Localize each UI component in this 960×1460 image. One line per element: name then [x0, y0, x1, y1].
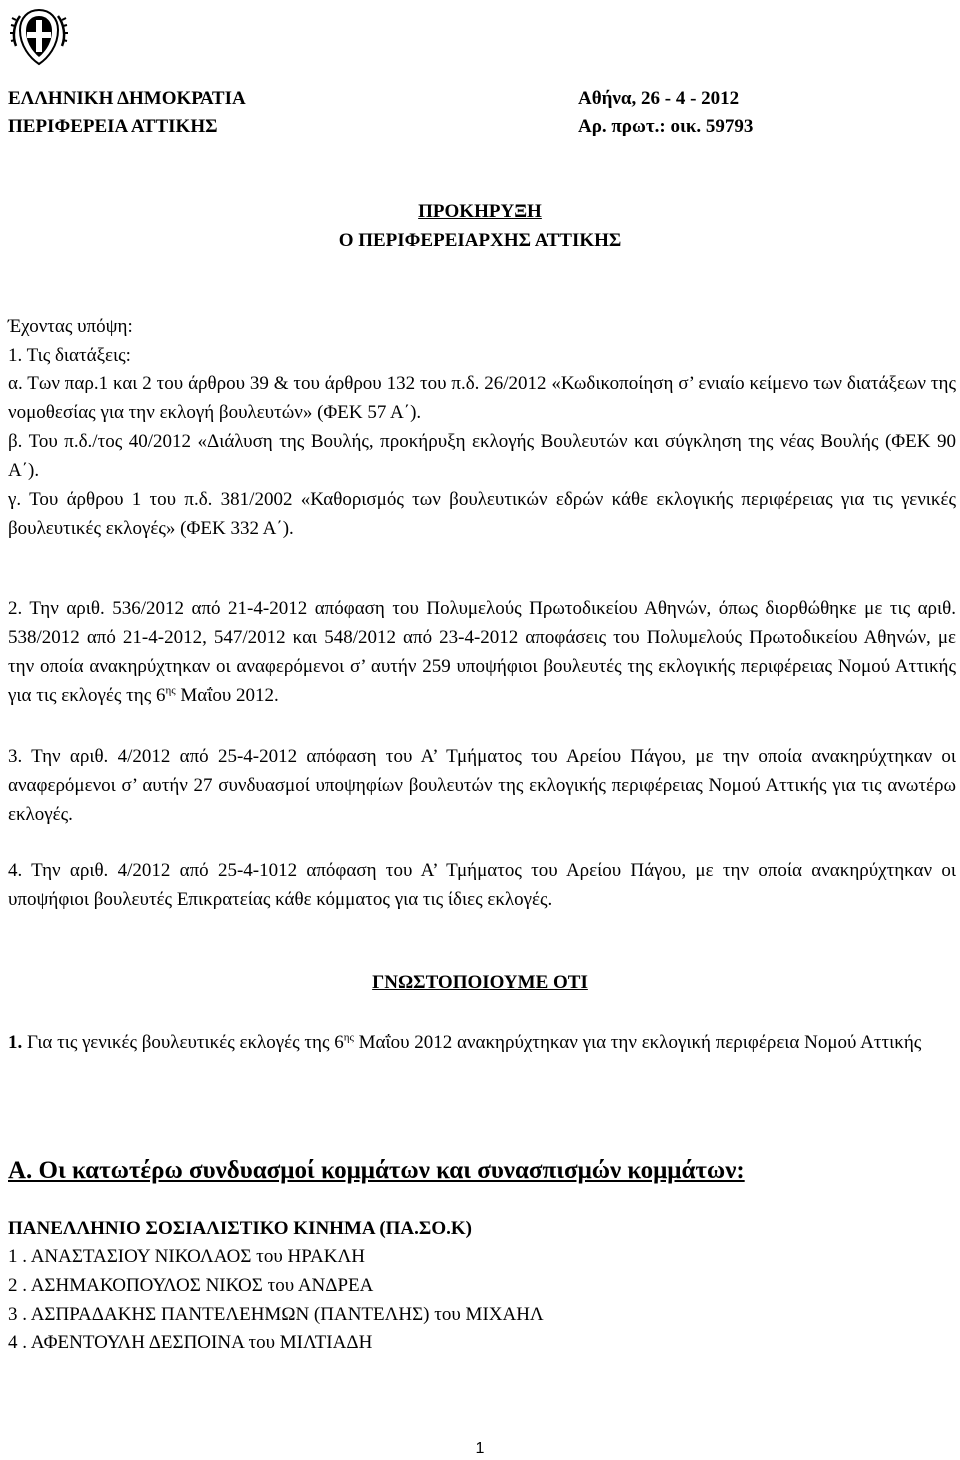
candidate-item: 2 . ΑΣΗΜΑΚΟΠΟΥΛΟΣ ΝΙΚΟΣ του ΑΝΔΡΕΑ	[8, 1275, 374, 1296]
item-3-paragraph: 3. Την αριθ. 4/2012 από 25-4-2012 απόφαση του Α’ Τμήματος του Αρείου Πάγου, με την οποία ανακηρύχτηκαν οι αναφερόμενοι σ’ αυτήν 27 συνδυασμοί υποψηφίων βουλευτών της εκλογικής περιφέρειας Νομού Αττικής για τις ανωτέρω εκλογές.	[8, 746, 956, 825]
document-title: ΠΡΟΚΗΡΥΞΗ	[418, 201, 542, 222]
item-1-intro: 1. Τις διατάξεις:	[8, 345, 131, 366]
item-1a-text: α. Των παρ.1 και 2 του άρθρου 39 & του άρθρου 132 του π.δ. 26/2012 «Κωδικοποίηση σ’ ενιαίο κείμενο των διατάξεων της νομοθεσίας για την εκλογή βουλευτών» (ΦΕΚ 57 Α΄).	[8, 373, 956, 423]
header-country: ΕΛΛΗΝΙΚΗ ΔΗΜΟΚΡΑΤΙΑ	[8, 88, 246, 109]
candidate-item: 3 . ΑΣΠΡΑΔΑΚΗΣ ΠΑΝΤΕΛΕΗΜΩΝ (ΠΑΝΤΕΛΗΣ) του ΜΙΧΑΗΛ	[8, 1304, 544, 1325]
item-4-number: 4.	[8, 860, 23, 881]
item-2-number: 2.	[8, 598, 23, 619]
item-2-paragraph: 2. Την αριθ. 536/2012 από 21-4-2012 απόφαση του Πολυμελούς Πρωτοδικείου Αθηνών, όπως διορθώθηκε με τις αριθ. 538/2012 από 21-4-2012, 547/2012 και 548/2012 από 23-4-2012 αποφάσεις του Πολυμελούς Πρωτοδικείου Αθηνών, με την οποία ανακηρύχτηκαν οι αναφερόμενοι σ’ αυτήν 259 υποψήφιοι βουλευτές της εκλογικής περιφέρειας Νομού Αττικής για τις εκλογές της $6^{\eta\varsigma}$ Μαΐου 2012.	[8, 598, 956, 706]
document-subtitle: Ο ΠΕΡΙΦΕΡΕΙΑΡΧΗΣ ΑΤΤΙΚΗΣ	[338, 230, 622, 251]
announce-heading: ΓΝΩΣΤΟΠΟΙΟΥΜΕ ΟΤΙ	[372, 972, 588, 993]
candidate-item: 4 . ΑΦΕΝΤΟΥΛΗ ΔΕΣΠΟΙΝΑ του ΜΙΛΤΙΑΔΗ	[8, 1332, 373, 1353]
announce-paragraph-1: 1. Για τις γενικές βουλευτικές εκλογές της $6^{\eta\varsigma}$ Μαΐου 2012 ανακηρύχτηκαν για την εκλογική περιφέρεια Νομού Αττικής	[8, 1031, 922, 1053]
item-1c-text: γ. Του άρθρου 1 του π.δ. 381/2002 «Καθορισμός των βουλευτικών εδρών κάθε εκλογικής περιφέρειας για τις γενικές βουλευτικές εκλογές» (ΦΕΚ 332 Α΄).	[8, 489, 956, 539]
item-3-number: 3.	[8, 746, 23, 767]
header-protocol-number: Αρ. πρωτ.: οικ. 59793	[578, 116, 754, 137]
page-number: 1	[475, 1440, 485, 1457]
header-region: ΠΕΡΙΦΕΡΕΙΑ ΑΤΤΙΚΗΣ	[8, 116, 218, 137]
announce-1-number: 1.	[8, 1032, 23, 1053]
considering-label: Έχοντας υπόψη:	[8, 316, 133, 337]
item-1b-text: β. Του π.δ./τος 40/2012 «Διάλυση της Βουλής, προκήρυξη εκλογής Βουλευτών και σύγκληση της νέας Βουλής (ΦΕΚ 90 Α΄).	[8, 431, 956, 481]
item-4-paragraph: 4. Την αριθ. 4/2012 από 25-4-1012 απόφαση του Α’ Τμήματος του Αρείου Πάγου, με την οποία ανακηρύχτηκαν οι υποψήφιοι βουλευτές Επικρατείας κάθε κόμματος για τις ίδιες εκλογές.	[8, 860, 956, 910]
greek-state-emblem-icon	[10, 6, 68, 68]
candidate-item: 1 . ΑΝΑΣΤΑΣΙΟΥ ΝΙΚΟΛΑΟΣ του ΗΡΑΚΛΗ	[8, 1246, 365, 1267]
party-name: ΠΑΝΕΛΛΗΝΙΟ ΣΟΣΙΑΛΙΣΤΙΚΟ ΚΙΝΗΜΑ (ΠΑ.ΣΟ.Κ)	[8, 1218, 472, 1239]
header-date: Αθήνα, 26 - 4 - 2012	[578, 88, 740, 109]
section-a-heading: Α. Οι κατωτέρω συνδυασμοί κομμάτων και συνασπισμών κομμάτων:	[8, 1157, 745, 1184]
